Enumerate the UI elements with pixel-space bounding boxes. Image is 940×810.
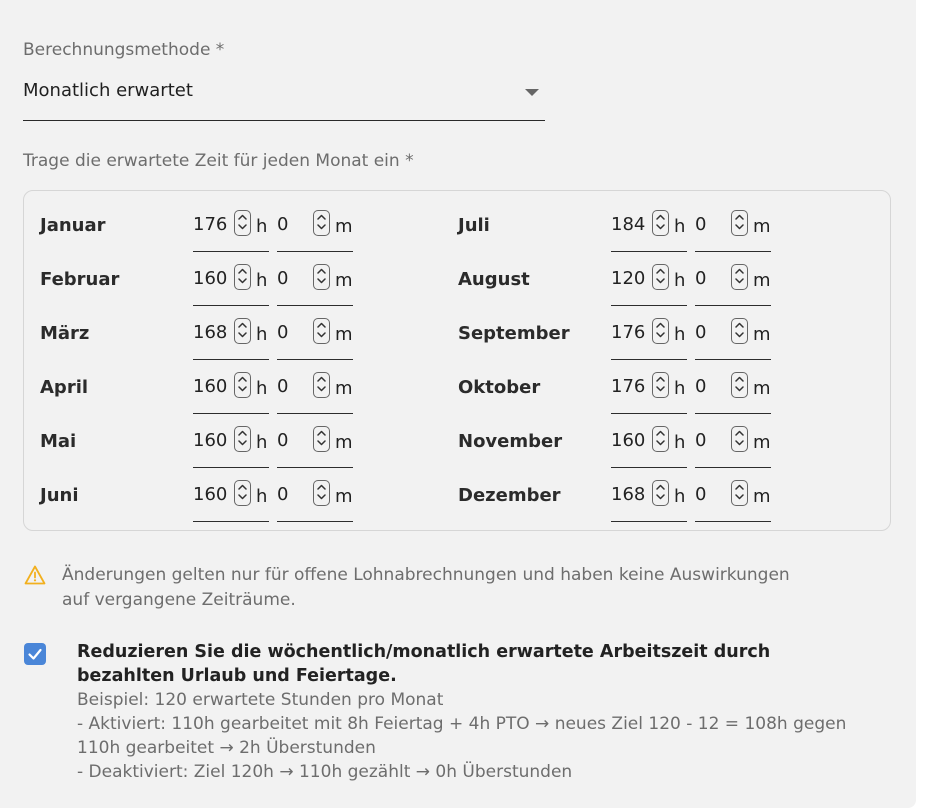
minutes-value: 0	[277, 322, 289, 343]
hours-value: 184	[611, 214, 646, 235]
minutes-input[interactable]	[695, 307, 771, 360]
increment-icon[interactable]	[313, 372, 330, 385]
minutes-stepper[interactable]	[731, 210, 748, 236]
checkmark-icon	[24, 643, 46, 665]
increment-icon[interactable]	[731, 480, 748, 493]
minutes-unit: m	[753, 216, 771, 237]
month-row	[458, 469, 858, 521]
decrement-icon[interactable]	[313, 493, 330, 506]
description-line: - Aktiviert: 110h gearbeitet mit 8h Feiertag + 4h PTO → neues Ziel 120 - 12 = 108h gegen 110h gearbeitet → 2h Überstunden	[77, 714, 847, 758]
method-label: Berechnungsmethode *	[23, 40, 225, 60]
description-line: - Deaktiviert: Ziel 120h → 110h gezählt → 0h Überstunden	[77, 762, 573, 782]
minutes-input[interactable]	[695, 199, 771, 252]
hours-input[interactable]	[611, 199, 687, 252]
hours-value: 168	[193, 322, 228, 343]
increment-icon[interactable]	[652, 480, 669, 493]
increment-icon[interactable]	[731, 372, 748, 385]
minutes-value: 0	[695, 430, 707, 451]
hours-stepper[interactable]	[234, 426, 251, 452]
hours-stepper[interactable]	[234, 480, 251, 506]
hours-unit: h	[674, 270, 686, 291]
hours-unit: h	[256, 486, 268, 507]
hours-stepper[interactable]	[652, 318, 669, 344]
increment-icon[interactable]	[313, 264, 330, 277]
month-row	[458, 307, 858, 359]
minutes-value: 0	[695, 376, 707, 397]
hours-stepper[interactable]	[652, 264, 669, 290]
decrement-icon[interactable]	[234, 331, 251, 344]
hours-input[interactable]	[193, 199, 269, 252]
decrement-icon[interactable]	[313, 439, 330, 452]
decrement-icon[interactable]	[731, 385, 748, 398]
month-name: Dezember	[458, 485, 561, 506]
decrement-icon[interactable]	[652, 493, 669, 506]
hours-stepper[interactable]	[234, 210, 251, 236]
minutes-stepper[interactable]	[313, 480, 330, 506]
hours-value: 160	[193, 430, 228, 451]
increment-icon[interactable]	[234, 264, 251, 277]
minutes-value: 0	[695, 214, 707, 235]
decrement-icon[interactable]	[234, 439, 251, 452]
hours-stepper[interactable]	[234, 318, 251, 344]
minutes-stepper[interactable]	[313, 318, 330, 344]
month-row	[458, 253, 858, 305]
reduce-by-pto-title: Reduzieren Sie die wöchentlich/monatlich erwartete Arbeitszeit durch bezahlten Urlaub und Feiertage.	[77, 642, 771, 686]
hours-input[interactable]	[611, 307, 687, 360]
month-name: Oktober	[458, 377, 541, 398]
minutes-stepper[interactable]	[313, 210, 330, 236]
month-name: Mai	[40, 431, 77, 452]
minutes-unit: m	[335, 486, 353, 507]
hours-input[interactable]	[611, 361, 687, 414]
decrement-icon[interactable]	[652, 439, 669, 452]
decrement-icon[interactable]	[313, 277, 330, 290]
minutes-unit: m	[753, 378, 771, 399]
minutes-input[interactable]	[277, 469, 353, 522]
decrement-icon[interactable]	[652, 331, 669, 344]
minutes-unit: m	[335, 216, 353, 237]
minutes-stepper[interactable]	[731, 480, 748, 506]
minutes-stepper[interactable]	[313, 426, 330, 452]
month-row	[458, 361, 858, 413]
hours-input[interactable]	[193, 361, 269, 414]
hours-value: 160	[193, 376, 228, 397]
increment-icon[interactable]	[313, 480, 330, 493]
minutes-unit: m	[335, 432, 353, 453]
decrement-icon[interactable]	[731, 439, 748, 452]
minutes-stepper[interactable]	[731, 264, 748, 290]
hours-unit: h	[674, 378, 686, 399]
hours-unit: h	[256, 216, 268, 237]
month-name: Juli	[458, 215, 490, 236]
description-line: Beispiel: 120 erwartete Stunden pro Monat	[77, 690, 444, 710]
hours-value: 176	[193, 214, 228, 235]
hours-unit: h	[674, 216, 686, 237]
minutes-input[interactable]	[695, 361, 771, 414]
decrement-icon[interactable]	[234, 493, 251, 506]
decrement-icon[interactable]	[652, 223, 669, 236]
hours-stepper[interactable]	[652, 480, 669, 506]
month-name: September	[458, 323, 570, 344]
minutes-input[interactable]	[277, 199, 353, 252]
increment-icon[interactable]	[234, 480, 251, 493]
hours-value: 120	[611, 268, 646, 289]
minutes-unit: m	[753, 324, 771, 345]
reduce-by-pto-description	[77, 688, 877, 784]
month-row	[458, 415, 858, 467]
method-select[interactable]	[23, 72, 545, 121]
minutes-input[interactable]	[277, 361, 353, 414]
reduce-by-pto-checkbox[interactable]	[24, 643, 46, 665]
minutes-input[interactable]	[695, 415, 771, 468]
minutes-stepper[interactable]	[731, 372, 748, 398]
hours-stepper[interactable]	[234, 264, 251, 290]
hours-input[interactable]	[611, 253, 687, 306]
month-name: November	[458, 431, 563, 452]
decrement-icon[interactable]	[731, 223, 748, 236]
hours-value: 160	[193, 484, 228, 505]
hours-unit: h	[674, 486, 686, 507]
hours-unit: h	[256, 270, 268, 291]
month-row	[40, 307, 440, 359]
increment-icon[interactable]	[652, 210, 669, 223]
decrement-icon[interactable]	[313, 331, 330, 344]
increment-icon[interactable]	[234, 372, 251, 385]
warning-icon	[24, 565, 46, 585]
decrement-icon[interactable]	[313, 223, 330, 236]
decrement-icon[interactable]	[234, 223, 251, 236]
months-label: Trage die erwartete Zeit für jeden Monat ein *	[23, 151, 414, 171]
decrement-icon[interactable]	[731, 277, 748, 290]
increment-icon[interactable]	[731, 426, 748, 439]
decrement-icon[interactable]	[234, 277, 251, 290]
month-row	[40, 253, 440, 305]
minutes-input[interactable]	[277, 415, 353, 468]
month-name: April	[40, 377, 89, 398]
decrement-icon[interactable]	[731, 493, 748, 506]
minutes-unit: m	[335, 324, 353, 345]
minutes-value: 0	[277, 484, 289, 505]
hours-unit: h	[674, 324, 686, 345]
hours-value: 160	[611, 430, 646, 451]
minutes-value: 0	[695, 268, 707, 289]
minutes-value: 0	[695, 322, 707, 343]
increment-icon[interactable]	[234, 318, 251, 331]
month-row	[40, 199, 440, 251]
hours-value: 160	[193, 268, 228, 289]
increment-icon[interactable]	[731, 210, 748, 223]
increment-icon[interactable]	[652, 372, 669, 385]
hours-unit: h	[256, 378, 268, 399]
increment-icon[interactable]	[731, 318, 748, 331]
month-row	[40, 469, 440, 521]
hours-unit: h	[256, 324, 268, 345]
minutes-value: 0	[695, 484, 707, 505]
minutes-input[interactable]	[695, 253, 771, 306]
minutes-value: 0	[277, 430, 289, 451]
hours-value: 176	[611, 322, 646, 343]
month-name: August	[458, 269, 530, 290]
increment-icon[interactable]	[234, 210, 251, 223]
hours-input[interactable]	[611, 415, 687, 468]
minutes-value: 0	[277, 376, 289, 397]
minutes-unit: m	[335, 378, 353, 399]
month-name: Januar	[40, 215, 106, 236]
month-name: Februar	[40, 269, 120, 290]
hours-value: 176	[611, 376, 646, 397]
minutes-input[interactable]	[277, 253, 353, 306]
minutes-unit: m	[753, 432, 771, 453]
hours-input[interactable]	[193, 415, 269, 468]
increment-icon[interactable]	[313, 318, 330, 331]
hours-input[interactable]	[611, 469, 687, 522]
chevron-down-icon	[525, 89, 539, 96]
minutes-stepper[interactable]	[313, 264, 330, 290]
hours-stepper[interactable]	[234, 372, 251, 398]
decrement-icon[interactable]	[652, 277, 669, 290]
month-row	[40, 361, 440, 413]
warning-text: Änderungen gelten nur für offene Lohnabrechnungen und haben keine Auswirkungen auf vergangene Zeiträume.	[62, 565, 790, 610]
decrement-icon[interactable]	[731, 331, 748, 344]
decrement-icon[interactable]	[313, 385, 330, 398]
increment-icon[interactable]	[234, 426, 251, 439]
month-name: Juni	[40, 485, 79, 506]
increment-icon[interactable]	[652, 264, 669, 277]
hours-input[interactable]	[193, 469, 269, 522]
minutes-unit: m	[753, 270, 771, 291]
hours-stepper[interactable]	[652, 210, 669, 236]
minutes-stepper[interactable]	[731, 426, 748, 452]
increment-icon[interactable]	[652, 426, 669, 439]
increment-icon[interactable]	[313, 210, 330, 223]
minutes-input[interactable]	[695, 469, 771, 522]
hours-unit: h	[256, 432, 268, 453]
increment-icon[interactable]	[652, 318, 669, 331]
decrement-icon[interactable]	[652, 385, 669, 398]
minutes-input[interactable]	[277, 307, 353, 360]
minutes-unit: m	[335, 270, 353, 291]
minutes-value: 0	[277, 268, 289, 289]
month-row	[458, 199, 858, 251]
minutes-stepper[interactable]	[313, 372, 330, 398]
month-name: März	[40, 323, 90, 344]
minutes-value: 0	[277, 214, 289, 235]
hours-stepper[interactable]	[652, 372, 669, 398]
minutes-stepper[interactable]	[731, 318, 748, 344]
monthly-hours-grid	[23, 190, 891, 531]
hours-value: 168	[611, 484, 646, 505]
increment-icon[interactable]	[731, 264, 748, 277]
decrement-icon[interactable]	[234, 385, 251, 398]
hours-input[interactable]	[193, 253, 269, 306]
hours-stepper[interactable]	[652, 426, 669, 452]
hours-input[interactable]	[193, 307, 269, 360]
minutes-unit: m	[753, 486, 771, 507]
method-value: Monatlich erwartet	[23, 80, 193, 101]
increment-icon[interactable]	[313, 426, 330, 439]
hours-unit: h	[674, 432, 686, 453]
month-row	[40, 415, 440, 467]
